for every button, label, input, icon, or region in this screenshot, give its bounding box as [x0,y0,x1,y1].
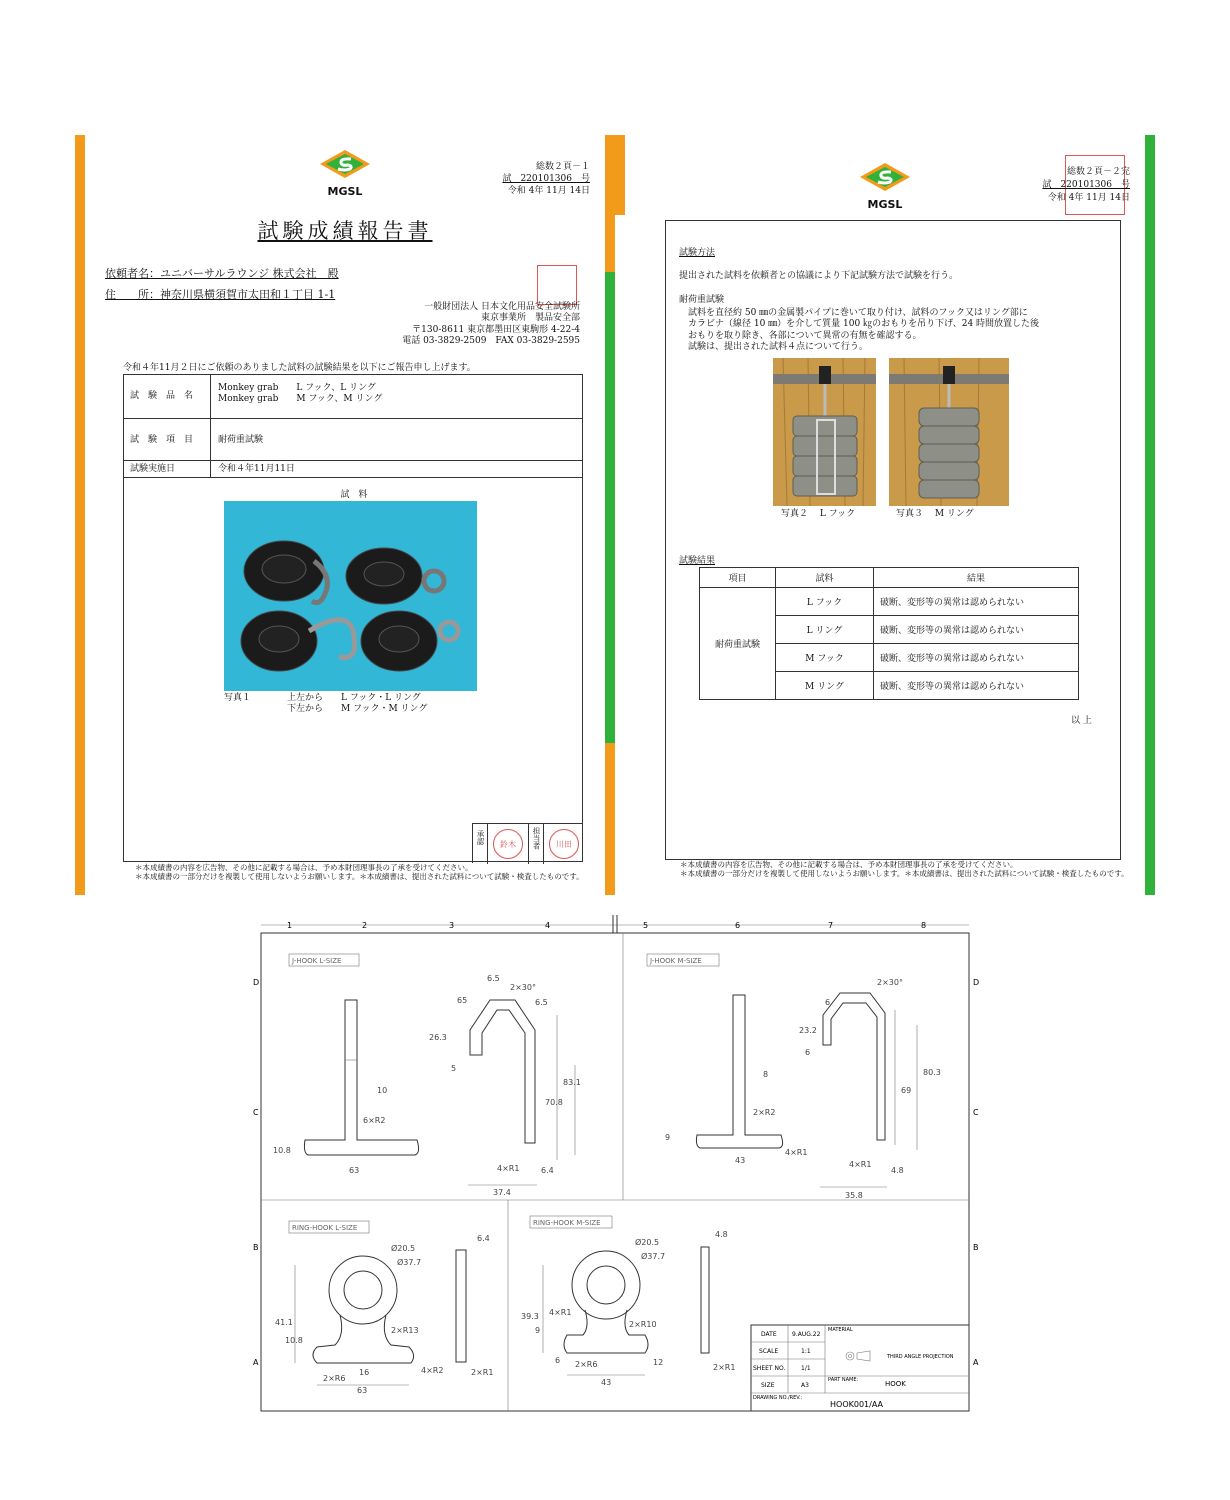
dimension-label: 2×R6 [323,1374,346,1383]
tb-size-label: SIZE [761,1382,775,1389]
grid-col-number: 8 [921,921,927,930]
report-page-2 [615,135,1160,895]
grid-row-letter: D [253,978,260,987]
approval-box [472,823,582,863]
footnote: ＊本成績書の内容を広告物、その他に記載する場合は、予め本財団理事長の了承を受けてください。 [135,863,473,872]
dimension-label: 43 [601,1378,612,1387]
dimension-label: 6 [825,998,831,1007]
dimension-label: 5 [451,1064,457,1073]
logo-text: MGSL [327,185,363,198]
approval-label: 承認 [476,830,485,845]
results-header: 試料 [776,568,874,588]
dimension-label: 6.4 [541,1166,554,1175]
results-value: 破断、変形等の異常は認められない [874,644,1079,672]
load-description [688,308,1118,353]
tb-drawing-no: HOOK001/AA [830,1400,883,1409]
grid-row-letter: D [973,978,980,987]
dimension-label: Ø37.7 [641,1252,666,1261]
dimension-label: 9 [665,1133,671,1142]
photo3-caption: 写真３ M リング [896,509,974,519]
dimension-label: 63 [349,1166,360,1175]
dimension-label: 9 [535,1326,541,1335]
results-header: 項目 [700,568,776,588]
dimension-label: 23.2 [799,1026,817,1035]
tb-scale-value: 1:1 [801,1348,811,1355]
results-value: 破断、変形等の異常は認められない [874,616,1079,644]
dimension-label: 43 [735,1156,746,1165]
issuer-seal [537,265,577,305]
dimension-label: 16 [359,1368,370,1377]
dimension-label: 2×30° [877,978,903,987]
dimension-label: Ø37.7 [397,1258,422,1267]
mgsl-logo-icon [320,150,370,185]
dimension-label: 2×R1 [713,1363,736,1372]
load-line: おもりを取り除き、各部について異常の有無を確認する。 [688,330,922,341]
client-name: 依頼者名：ユニバーサルラウンジ 株式会社 殿 [105,267,339,280]
tb-material-label: MATERIAL [828,1327,853,1333]
dimension-label: 4×R1 [497,1164,520,1173]
test-photo-l-hook [773,358,876,506]
grid-col-number: 6 [735,921,741,930]
tb-drawing-label: DRAWING NO./REV.: [753,1395,803,1401]
row-label-date: 試験実施日 [130,464,176,474]
results-sample: M リング [776,672,874,700]
dimension-label: 10.8 [273,1146,291,1155]
tb-date-label: DATE [761,1331,777,1338]
sample-photo [224,501,477,691]
dimension-label: 4.8 [891,1166,904,1175]
sample-heading: 試 料 [340,490,368,500]
grid-col-number: 1 [287,921,293,930]
dimension-label: 80.3 [923,1068,941,1077]
dimension-label: 2×30° [510,983,536,992]
item-line: Monkey grab L フック、L リング [218,383,376,393]
technical-drawing [245,915,985,1415]
client-address: 住 所：神奈川県横須賀市太田和１丁目 1-1 [105,288,336,301]
grid-col-number: 3 [449,921,455,930]
results-value: 破断、変形等の異常は認められない [874,588,1079,616]
right-stripe [605,135,615,895]
dimension-label: 65 [457,996,468,1005]
dimension-label: 12 [653,1358,664,1367]
results-sample: L リング [776,616,874,644]
view-label: J-HOOK M-SIZE [650,957,702,965]
dimension-label: Ø20.5 [391,1244,416,1253]
dimension-label: 2×R10 [629,1320,657,1329]
report-number: 試 220101306 号 [502,174,590,184]
row-label-test: 試 験 項 目 [130,435,194,445]
dimension-label: 6×R2 [363,1116,386,1125]
grid-col-number: 2 [362,921,368,930]
dimension-label: 4.8 [715,1230,728,1239]
dimension-label: 4×R1 [549,1308,572,1317]
right-stripe [1145,135,1155,895]
left-stripe [615,135,625,215]
issuer-line: 電話 03-3829-2509 FAX 03-3829-2595 [402,335,580,346]
dimension-label: 2×R6 [575,1360,598,1369]
issuer-line: 〒130-8611 東京都墨田区東駒形 4-22-4 [412,324,580,335]
dimension-label: 4×R1 [785,1148,808,1157]
results-heading: 試験結果 [679,556,716,566]
results-header: 結果 [874,568,1079,588]
results-item: 耐荷重試験 [700,588,776,700]
caption-line: 写真１ 上左から L フック・L リング [224,693,421,703]
load-heading: 耐荷重試験 [679,295,725,305]
grid-row-letter: A [253,1358,259,1367]
dimension-label: 63 [357,1386,368,1395]
tb-part-label: PART NAME: [828,1377,859,1383]
dimension-label: Ø20.5 [635,1238,660,1247]
issuer-line: 一般財団法人 日本文化用品安全試験所 [424,302,580,312]
dimension-label: 6.5 [487,974,500,983]
load-line: 試験は、提出された試料４点について行う。 [688,341,868,352]
content-frame [665,220,1121,860]
report-page-1 [75,135,620,895]
method-heading: 試験方法 [679,248,716,258]
test-photo-m-ring [889,358,1009,506]
report-title: 試験成績報告書 [257,219,433,243]
load-line: カラビナ（線径 10 ㎜）を介して質量 100 ㎏のおもりを吊り下げ、24 時間放置した後 [688,319,1040,330]
logo-text: MGSL [867,198,903,211]
grid-col-number: 5 [643,921,649,930]
row-value-test: 耐荷重試験 [218,435,264,445]
grid-col-number: 7 [828,921,834,930]
photo-caption [224,693,524,716]
results-sample: M フック [776,644,874,672]
dimension-label: 26.3 [429,1033,447,1042]
footnotes [680,860,1140,878]
dimension-label: 8 [763,1070,769,1079]
approval-stamp: 鈴木 [493,829,523,859]
tb-scale-label: SCALE [759,1348,779,1355]
dimension-label: 4×R1 [849,1160,872,1169]
view-label: J-HOOK L-SIZE [292,957,342,965]
tb-sheet-value: 1/1 [801,1365,811,1372]
results-table [699,567,1079,700]
dimension-label: 2×R13 [391,1326,419,1335]
issuer-block [375,302,580,347]
dimension-label: 83.1 [563,1078,581,1087]
issuer-line: 東京事業所 製品安全部 [480,313,580,324]
row-value-date: 令和４年11月11日 [218,464,295,474]
mgsl-logo-icon [860,163,910,198]
page-number: 総数２頁－２完 [1066,167,1130,177]
dimension-label: 2×R1 [471,1368,494,1377]
tb-projection: THIRD ANGLE PROJECTION [887,1354,954,1360]
dimension-label: 10 [377,1086,388,1095]
tb-size-value: A3 [801,1382,809,1389]
photo2-caption: 写真２ L フック [781,509,856,519]
footnote: ＊本成績書の内容を広告物、その他に記載する場合は、予め本財団理事長の了承を受けてください。 [680,860,1018,869]
dimension-label: 39.3 [521,1312,539,1321]
grid-row-letter: C [253,1108,259,1117]
grid-row-letter: A [973,1358,979,1367]
dimension-label: 69 [901,1086,912,1095]
dimension-label: 6 [555,1356,561,1365]
item-line: Monkey grab M フック、M リング [218,394,383,405]
dimension-label: 6 [805,1048,811,1057]
dimension-label: 35.8 [845,1191,863,1200]
grid-row-letter: B [973,1243,979,1252]
dimension-label: 10.8 [285,1336,303,1345]
row-label-item: 試 験 品 名 [130,391,194,401]
report-table [123,374,583,862]
grid-col-number: 4 [545,921,551,930]
report-date: 令和 4年 11月 14日 [1047,193,1130,203]
results-value: 破断、変形等の異常は認められない [874,672,1079,700]
dimension-label: 70.8 [545,1098,563,1107]
method-intro: 提出された試料を依頼者との協議により下記試験方法で試験を行う。 [679,271,959,281]
grid-row-letter: B [253,1243,259,1252]
tb-part-value: HOOK [885,1380,906,1388]
report-date: 令和 4年 11月 14日 [507,186,590,196]
page-number: 総数２頁－１ [535,162,590,172]
intro-text: 令和４年11月２日にご依頼のありました試料の試験結果を以下にご報告申し上げます。 [123,363,476,373]
dimension-label: 6.4 [477,1234,490,1243]
grid-row-letter: C [973,1108,979,1117]
staff-stamp: 川田 [549,829,579,859]
left-stripe [75,135,85,895]
caption-line: 下左から M フック・M リング [224,704,428,715]
load-line: 試料を直径約 50 ㎜の金属製パイプに巻いて取り付け、試料のフック又はリング部に [688,308,1028,318]
staff-label: 担当者 [532,827,541,850]
tb-sheet-label: SHEET NO. [753,1365,786,1372]
footnote: ＊本成績書の一部分だけを複製して使用しないようお願いします。＊本成績書は、提出された試料について試験・検査したものです。 [135,872,584,881]
footnote: ＊本成績書の一部分だけを複製して使用しないようお願いします。＊本成績書は、提出された試料について試験・検査したものです。 [680,869,1129,878]
results-sample: L フック [776,588,874,616]
tb-date-value: 9.AUG.22 [792,1331,821,1338]
dimension-label: 4×R2 [421,1366,444,1375]
dimension-label: 6.5 [535,998,548,1007]
dimension-label: 37.4 [493,1188,511,1197]
dimension-label: 41.1 [275,1318,293,1327]
footnotes [135,863,595,881]
dimension-label: 2×R2 [753,1108,776,1117]
view-label: RING-HOOK M-SIZE [533,1219,601,1227]
row-value-item [218,383,568,406]
report-number: 試 220101306 号 [1042,180,1130,190]
end-mark: 以 上 [1071,716,1092,726]
view-label: RING-HOOK L-SIZE [292,1224,358,1232]
